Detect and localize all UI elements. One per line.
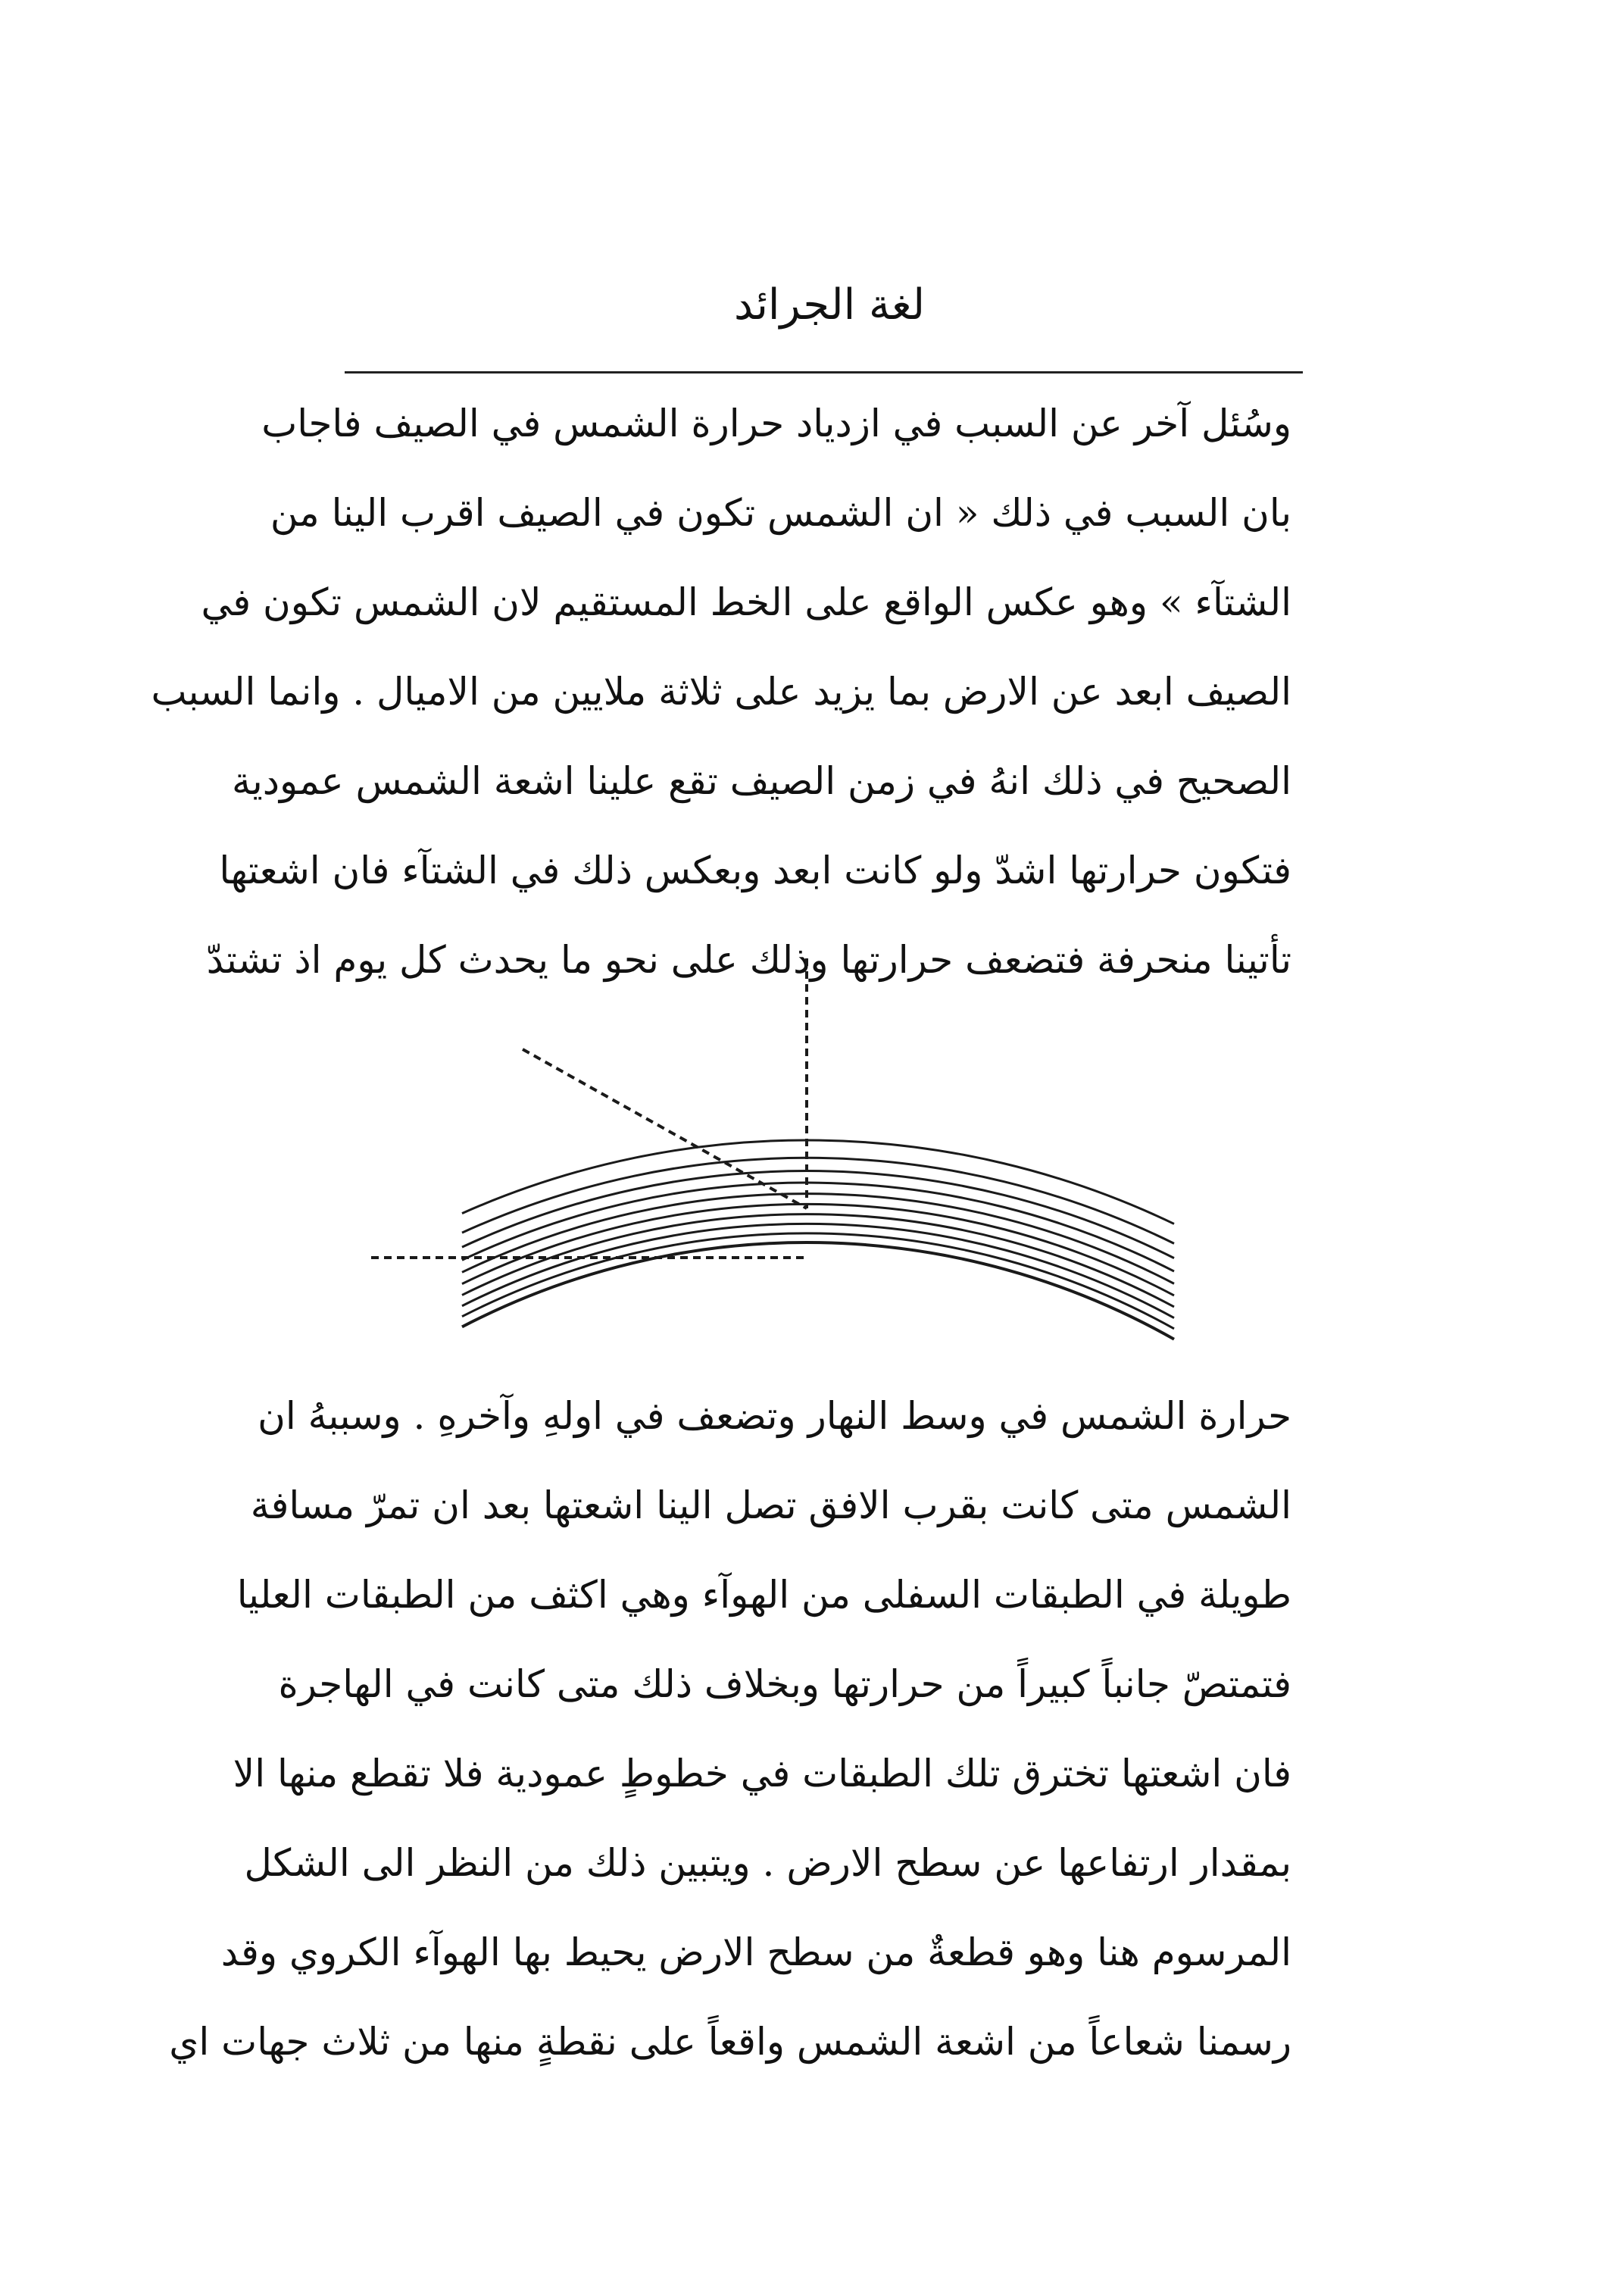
text-line: فان اشعتها تخترق تلك الطبقات في خطوطٍ عمودية فلا تقطع منها الا [233, 1752, 1291, 1796]
text-line: الشتآء » وهو عكس الواقع على الخط المستقيم لان الشمس تكون في [201, 580, 1291, 624]
text-line: الصيف ابعد عن الارض بما يزيد على ثلاثة ملايين من الاميال . وانما السبب [151, 670, 1291, 714]
paragraph-top [151, 379, 1291, 1005]
atmosphere-layer-arc [462, 1214, 1174, 1307]
text-line: الشمس متى كانت بقرب الافق تصل الينا اشعتها بعد ان تمرّ مسافة [250, 1483, 1291, 1527]
text-line: وسُئل آخر عن السبب في ازدياد حرارة الشمس في الصيف فاجاب [261, 402, 1291, 445]
running-head: لغة الجرائد [733, 280, 926, 330]
paragraph-bottom [169, 1371, 1291, 2086]
text-line: بان السبب في ذلك « ان الشمس تكون في الصيف اقرب الينا من [270, 491, 1291, 535]
header-rule [345, 371, 1303, 373]
atmosphere-diagram [371, 958, 1174, 1352]
text-line: طويلة في الطبقات السفلى من الهوآء وهي اكثف من الطبقات العليا [236, 1573, 1291, 1617]
text-line: رسمنا شعاعاً من اشعة الشمس واقعاً على نقطةٍ منها من ثلاث جهات اي [169, 2020, 1291, 2064]
text-line: المرسوم هنا وهو قطعةٌ من سطح الارض يحيط بها الهوآء الكروي وقد [220, 1930, 1291, 1974]
text-line: فتمتصّ جانباً كبيراً من حرارتها وبخلاف ذلك متى كانت في الهاجرة [278, 1662, 1291, 1706]
text-line: الصحيح في ذلك انهُ في زمن الصيف تقع علينا اشعة الشمس عمودية [232, 759, 1291, 803]
text-line: بمقدار ارتفاعها عن سطح الارض . ويتبين ذلك من النظر الى الشكل [244, 1841, 1291, 1885]
atmosphere-layers [462, 1140, 1174, 1339]
text-line: حرارة الشمس في وسط النهار وتضعف في اولهِ وآخرهِ . وسببهُ ان [258, 1394, 1291, 1438]
text-line: فتكون حرارتها اشدّ ولو كانت ابعد وبعكس ذلك في الشتآء فان اشعتها [219, 849, 1291, 892]
text-line: تأتينا منحرفة فتضعف حرارتها وذلك على نحو ما يحدث كل يوم اذ تشتدّ [206, 938, 1291, 982]
ray-oblique [523, 1049, 807, 1208]
